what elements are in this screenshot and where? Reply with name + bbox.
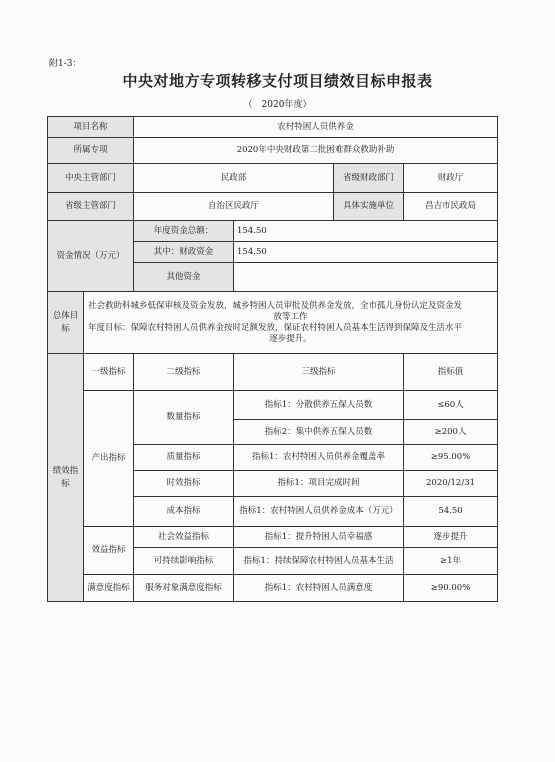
indicator-quality: 质量指标 [134, 445, 234, 471]
label-impl-unit: 具体实施单位 [334, 193, 404, 221]
indicator-l3: 指标1：农村特困人员满意度 [234, 575, 404, 602]
value-prov-dept: 自治区民政厅 [134, 193, 334, 221]
report-year: （ 2020年度） [243, 100, 312, 110]
label-of-which-fiscal: 其中：财政资金 [134, 242, 234, 263]
overall-goal-text [84, 292, 498, 354]
goal-line-2: 放等工作 [273, 311, 308, 322]
value-central-dept: 民政部 [134, 164, 334, 193]
value-special-project: 2020年中央财政第二批困难群众救助补助 [134, 138, 498, 164]
label-project-name: 项目名称 [48, 117, 134, 138]
indicator-social: 社会效益指标 [134, 527, 234, 548]
indicator-l3: 指标1：农村特困人员供养金覆盖率 [234, 445, 404, 471]
indicator-value: 2020/12/31 [404, 471, 498, 497]
indicator-cost: 成本指标 [134, 497, 234, 527]
label-special-project: 所属专项 [48, 138, 134, 164]
indicator-l3: 指标1：提升特困人员幸福感 [234, 527, 404, 548]
value-other-funds [234, 263, 498, 292]
value-prov-finance-dept: 财政厅 [404, 164, 498, 193]
label-overall-goal: 总体目标 [48, 292, 84, 354]
value-annual-total: 154.50 [234, 221, 498, 242]
indicator-benefit: 效益指标 [84, 527, 134, 575]
indicator-value: 逐步提升 [404, 527, 498, 548]
indicator-timeliness: 时效指标 [134, 471, 234, 497]
header-level1: 一级指标 [84, 354, 134, 391]
goal-line-4: 逐步提升。 [269, 333, 312, 344]
header-level3: 三级指标 [234, 354, 404, 391]
indicator-value: ≥200人 [404, 420, 498, 445]
value-impl-unit: 昌吉市民政局 [404, 193, 498, 221]
indicator-value: 54.50 [404, 497, 498, 527]
value-project-name: 农村特困人员供养金 [134, 117, 498, 138]
indicator-output: 产出指标 [84, 391, 134, 527]
indicator-satisfaction: 满意度指标 [84, 575, 134, 602]
performance-goal-table [47, 116, 498, 602]
indicator-value: ≥90.00% [404, 575, 498, 602]
page-title: 中央对地方专项转移支付项目绩效目标申报表 [122, 72, 433, 90]
indicator-sustainable: 可持续影响指标 [134, 548, 234, 575]
label-funds: 资金情况（万元） [48, 221, 134, 292]
goal-line-3: 年度目标：保障农村特困人员供养金按时足额发放，保证农村特困人员基本生活得到保障及生活水平 [88, 322, 463, 333]
header-value: 指标值 [404, 354, 498, 391]
label-other-funds: 其他资金 [134, 263, 234, 292]
header-level2: 二级指标 [134, 354, 234, 391]
value-of-which-fiscal: 154.50 [234, 242, 498, 263]
label-perf-indicators: 绩效指标 [48, 354, 84, 602]
attachment-label: 附1-3： [49, 59, 82, 69]
indicator-l3: 指标1：分散供养五保人员数 [234, 391, 404, 420]
label-prov-finance-dept: 省级财政部门 [334, 164, 404, 193]
indicator-l3: 指标1：持续保障农村特困人员基本生活 [234, 548, 404, 575]
indicator-value: ≤60人 [404, 391, 498, 420]
indicator-l3: 指标1：农村特困人员供养金成本（万元） [234, 497, 404, 527]
indicator-l3: 指标1：项目完成时间 [234, 471, 404, 497]
indicator-l3: 指标2：集中供养五保人员数 [234, 420, 404, 445]
goal-line-1: 社会救助科城乡低保审核及资金发放，城乡特困人员审批及供养金发放，全市孤儿身份认定及资金发 [88, 300, 463, 311]
indicator-value: ≥95.00% [404, 445, 498, 471]
label-central-dept: 中央主管部门 [48, 164, 134, 193]
indicator-value: ≥1年 [404, 548, 498, 575]
label-annual-total: 年度资金总额： [134, 221, 234, 242]
indicator-quantity: 数量指标 [134, 391, 234, 445]
label-prov-dept: 省级主管部门 [48, 193, 134, 221]
indicator-service-sat: 服务对象满意度指标 [134, 575, 234, 602]
